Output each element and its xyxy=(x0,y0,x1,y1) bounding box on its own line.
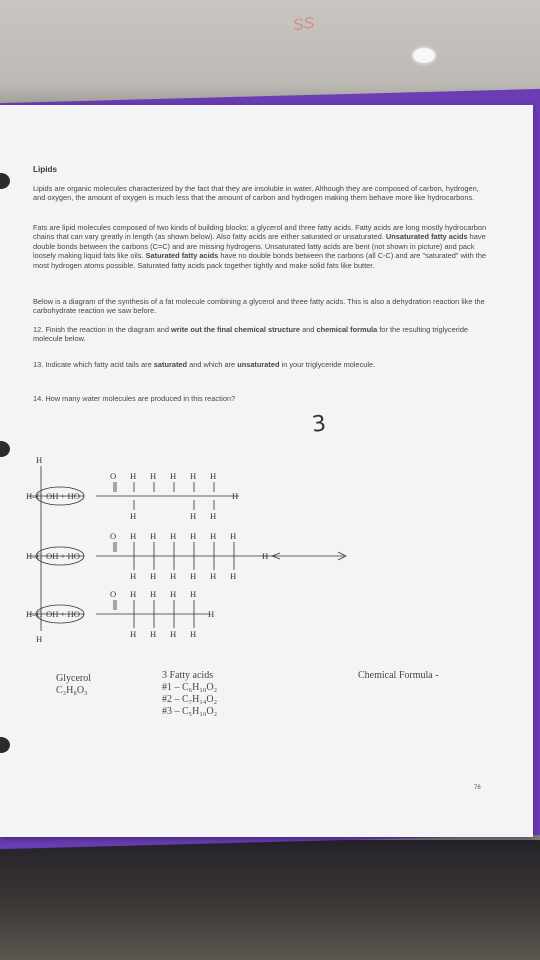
punch-hole xyxy=(0,441,10,457)
chemical-formula-label: Chemical Formula - xyxy=(358,670,439,681)
synthesis-diagram xyxy=(24,435,364,645)
atom-h: H xyxy=(36,455,43,465)
atom-o: O xyxy=(110,471,117,481)
atom-h: H xyxy=(170,471,177,481)
atom-h: H xyxy=(170,589,177,599)
q13-bold: unsaturated xyxy=(237,360,280,369)
atom-h: H xyxy=(130,589,137,599)
fatty-acid-2: #2 – C₇H₁₄O₂ xyxy=(162,694,218,705)
glycerol-label: Glycerol xyxy=(56,673,91,684)
q13-bold: saturated xyxy=(153,360,188,369)
atom-h: H xyxy=(150,471,157,481)
light-glare xyxy=(413,48,435,63)
hydroxyl-pair: OH + HO xyxy=(46,609,80,619)
q12-bold: chemical formula xyxy=(316,325,378,334)
atom-h: H xyxy=(130,571,137,581)
unsaturated-term: Unsaturated fatty acids xyxy=(385,232,468,242)
q12-text: for the resulting triglyceride molecule below. xyxy=(33,325,469,344)
atom-h: H xyxy=(150,629,157,639)
glycerol-carbon: H–C xyxy=(26,609,43,619)
atom-h: H xyxy=(170,571,177,581)
atom-h: H xyxy=(230,531,237,541)
atom-h: H xyxy=(230,571,237,581)
atom-h: H xyxy=(170,629,177,639)
punch-hole xyxy=(0,737,10,753)
atom-h: H xyxy=(150,589,157,599)
atom-h: H xyxy=(36,634,43,644)
atom-h: H xyxy=(150,571,157,581)
atom-h: H xyxy=(190,629,197,639)
hydroxyl-pair: OH + HO xyxy=(46,551,80,561)
glycerol-carbon: H–C xyxy=(26,491,43,501)
page-number: 76 xyxy=(474,785,481,791)
q13-text: 13. Indicate which fatty acid tails are xyxy=(33,360,154,369)
atom-h: H xyxy=(210,511,217,521)
handwritten-answer: 3 xyxy=(310,411,328,438)
atom-h: H xyxy=(170,531,177,541)
q12-text: and xyxy=(300,325,317,334)
atom-h: H xyxy=(190,571,197,581)
atom-h: H xyxy=(130,531,137,541)
atom-h: H xyxy=(130,511,137,521)
diagram-labels xyxy=(26,455,268,644)
question-13 xyxy=(33,360,489,369)
diagram-intro: Below is a diagram of the synthesis of a fat molecule combining a glycerol and three fatty acids. This is also a dehydration reaction like the carbohydrate reaction we saw before. xyxy=(33,297,485,316)
q12-text: 12. Finish the reaction in the diagram and xyxy=(33,325,172,334)
glycerol-carbon: H–C xyxy=(26,551,43,561)
atom-h: H xyxy=(210,531,217,541)
atom-h: H xyxy=(150,531,157,541)
punch-hole xyxy=(0,173,10,189)
atom-h: H xyxy=(190,531,197,541)
handwritten-mark: SS xyxy=(291,14,316,35)
question-12 xyxy=(33,325,489,344)
q13-text: in your triglyceride molecule. xyxy=(279,360,376,369)
fats-text: Fats are lipid molecules composed of two kinds of building blocks: a glycerol and three fatty acids. Fatty acids are long mostly hydrocarbon chains that can vary greatly in length (as shown below). Also fatty acids are either saturated or unsaturated. xyxy=(33,223,487,242)
fats-text: have double bonds between the carbons (C=C) and are missing hydrogens. Unsaturated fatty acids are bent (not shown in picture) and pack loosely making liquid fats like oils. xyxy=(33,232,486,261)
atom-h: H xyxy=(130,629,137,639)
hydroxyl-pair: OH + HO xyxy=(46,491,80,501)
intro-paragraph: Lipids are organic molecules characterized by the fact that they are insoluble in water. Although they are composed of carbon, hydrogen, and oxygen, the amount of oxygen is much less that the amount of carbon and hydrogen making them behave more like hydrocarbons. xyxy=(33,184,479,203)
page-title: Lipids xyxy=(33,165,58,174)
q13-text: and which are xyxy=(187,360,238,369)
q12-bold: write out the final chemical structure xyxy=(171,325,301,334)
atom-o: O xyxy=(110,531,117,541)
fatty-acid-3: #3 – C₅H₁₀O₂ xyxy=(162,706,218,717)
atom-h: H xyxy=(190,511,197,521)
glycerol-block xyxy=(56,673,91,697)
fatty-acid-1: #1 – C₆H₁₀O₂ xyxy=(162,682,218,693)
atom-h: H xyxy=(190,589,197,599)
fatty-acids-block xyxy=(162,670,217,718)
fats-paragraph xyxy=(33,223,489,270)
atom-h: H xyxy=(208,609,215,619)
worksheet-page xyxy=(0,105,533,837)
fats-text: have no double bonds between the carbons (all C-C) and are "saturated" with the most hydrogen atoms possible. Saturated fatty acids pack together tightly and make solid fats like butter. xyxy=(33,251,487,270)
glycerol-formula: C₃H₈O₃ xyxy=(56,685,88,696)
background-floor xyxy=(0,840,540,960)
atom-h: H xyxy=(210,471,217,481)
saturated-term: Saturated fatty acids xyxy=(145,251,219,261)
fatty-acids-title: 3 Fatty acids xyxy=(162,670,214,681)
atom-o: O xyxy=(110,589,117,599)
atom-h: H xyxy=(130,471,137,481)
question-14: 14. How many water molecules are produced in this reaction? xyxy=(33,394,236,403)
atom-h: H xyxy=(232,491,239,501)
atom-h: H xyxy=(190,471,197,481)
atom-h: H xyxy=(262,551,269,561)
atom-h: H xyxy=(210,571,217,581)
